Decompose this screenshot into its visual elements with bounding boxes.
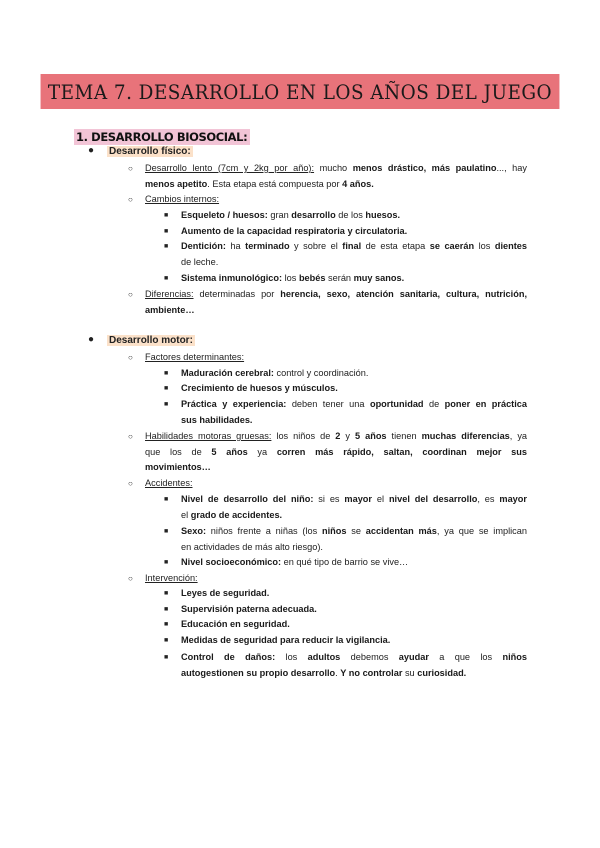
list-item-control bbox=[164, 650, 527, 681]
circle-bullet-icon: ○ bbox=[128, 195, 133, 204]
text: . bbox=[335, 667, 341, 678]
square-bullet-icon: ■ bbox=[164, 621, 169, 628]
text: determinadas por bbox=[193, 289, 281, 299]
gruesas-label: Habilidades motoras gruesas: bbox=[145, 431, 272, 441]
nivel-line2 bbox=[181, 508, 527, 524]
text-bold: Nivel de desarrollo del niño: bbox=[181, 494, 314, 504]
text-bold: oportunidad bbox=[369, 399, 424, 409]
list-item-practica bbox=[164, 397, 528, 428]
list-item-fisico bbox=[88, 145, 193, 157]
list-item-leyes bbox=[164, 586, 527, 602]
page-title: TEMA 7. DESARROLLO EN LOS AÑOS DEL JUEGO bbox=[41, 74, 560, 109]
square-bullet-icon: ■ bbox=[164, 528, 169, 535]
text: se bbox=[346, 526, 366, 536]
text-bold: Maduración cerebral: bbox=[181, 368, 274, 378]
list-item-medidas bbox=[164, 633, 527, 649]
text-bold: Práctica y experiencia: bbox=[181, 399, 287, 409]
denticion-line2 bbox=[181, 255, 527, 271]
text-bold: mayor bbox=[499, 494, 527, 504]
list-item-diferencias bbox=[128, 287, 527, 318]
text-bold: Crecimiento de huesos y músculos. bbox=[181, 383, 338, 393]
text-bold: final bbox=[342, 241, 362, 251]
text: el bbox=[372, 494, 389, 504]
bullet-icon: ● bbox=[88, 334, 95, 345]
list-item-socio bbox=[164, 555, 527, 571]
text-bold: ayudar bbox=[398, 652, 429, 662]
text-bold: Medidas de seguridad para reducir la vigilancia. bbox=[181, 635, 391, 645]
text-bold: Sistema inmunológico: bbox=[181, 273, 283, 283]
square-bullet-icon: ■ bbox=[164, 212, 169, 219]
text: los bbox=[474, 241, 495, 251]
list-item-denticion bbox=[164, 239, 527, 270]
text: , ya bbox=[509, 431, 528, 441]
circle-bullet-icon: ○ bbox=[128, 290, 133, 299]
diferencias-line1 bbox=[145, 287, 527, 303]
text: y sobre el bbox=[289, 241, 343, 251]
text: ha bbox=[225, 241, 246, 251]
text-bold: 5 años bbox=[211, 446, 248, 457]
list-item-lento bbox=[128, 161, 527, 192]
list-item-maduracion bbox=[164, 366, 527, 382]
factores-label: Factores determinantes: bbox=[145, 352, 245, 362]
text-bold: sus habilidades. bbox=[181, 414, 253, 425]
circle-bullet-icon: ○ bbox=[128, 164, 133, 173]
lento-line2 bbox=[145, 177, 527, 193]
text: de bbox=[423, 399, 445, 409]
text: niños frente a niñas (los bbox=[206, 526, 322, 536]
text-bold: 5 años bbox=[355, 431, 387, 441]
square-bullet-icon: ■ bbox=[164, 275, 169, 282]
text-bold: curiosidad. bbox=[417, 667, 467, 678]
list-item-accidentes bbox=[128, 476, 527, 492]
text-bold: Y no controlar bbox=[340, 667, 403, 678]
square-bullet-icon: ■ bbox=[164, 654, 169, 661]
text: deben tener una bbox=[286, 399, 370, 409]
text: de leche. bbox=[181, 256, 219, 267]
text-bold: accidentan más bbox=[365, 526, 437, 536]
text-bold: huesos. bbox=[365, 210, 401, 220]
text-bold: desarrollo bbox=[291, 210, 336, 220]
text-bold: Educación en seguridad. bbox=[181, 619, 290, 629]
square-bullet-icon: ■ bbox=[164, 590, 169, 597]
circle-bullet-icon: ○ bbox=[128, 353, 133, 362]
control-line1 bbox=[181, 650, 527, 666]
text-bold: se caerán bbox=[429, 241, 475, 251]
text: y bbox=[340, 431, 355, 441]
list-item-supervision bbox=[164, 602, 527, 618]
square-bullet-icon: ■ bbox=[164, 243, 169, 250]
text: los bbox=[275, 652, 308, 662]
text: serán bbox=[325, 273, 354, 283]
text: ..., hay bbox=[496, 163, 527, 173]
text-bold: bebés bbox=[298, 273, 326, 283]
control-line2 bbox=[181, 666, 527, 682]
square-bullet-icon: ■ bbox=[164, 606, 169, 613]
diferencias-line2 bbox=[145, 303, 527, 319]
text: de esta etapa bbox=[361, 241, 430, 251]
text-bold: mayor bbox=[344, 494, 372, 504]
list-item-inmuno bbox=[164, 271, 527, 287]
text: que los de bbox=[145, 446, 212, 457]
text-bold: Esqueleto / huesos: bbox=[181, 210, 268, 220]
list-item-gruesas bbox=[128, 429, 528, 476]
list-item-crecimiento bbox=[164, 381, 527, 397]
text: de los bbox=[335, 210, 366, 220]
accidentes-label: Accidentes: bbox=[145, 478, 193, 488]
circle-bullet-icon: ○ bbox=[128, 432, 133, 441]
square-bullet-icon: ■ bbox=[164, 370, 169, 377]
square-bullet-icon: ■ bbox=[164, 385, 169, 392]
text-bold: muchas diferencias bbox=[421, 431, 510, 441]
text-bold: Dentición: bbox=[181, 241, 226, 251]
text-bold: herencia, sexo, atención sanitaria, cultura, nutrición, bbox=[280, 289, 527, 299]
practica-line2 bbox=[181, 413, 527, 429]
gruesas-line2 bbox=[145, 445, 527, 461]
square-bullet-icon: ■ bbox=[164, 401, 169, 408]
text-bold: 4 años. bbox=[342, 178, 374, 189]
square-bullet-icon: ■ bbox=[164, 637, 169, 644]
text-bold: Aumento de la capacidad respiratoria y circulatoria. bbox=[181, 226, 408, 236]
text: en actividades de más alto riesgo). bbox=[181, 541, 323, 552]
text-bold: Supervisión paterna adecuada. bbox=[181, 604, 317, 614]
list-item-capacidad bbox=[164, 224, 527, 240]
text: debemos bbox=[340, 652, 399, 662]
text-bold: niños bbox=[502, 652, 527, 662]
text-bold: poner en práctica bbox=[444, 399, 528, 409]
circle-bullet-icon: ○ bbox=[128, 479, 133, 488]
text-bold: dientes bbox=[494, 241, 527, 251]
text: tienen bbox=[386, 431, 422, 441]
denticion-line1 bbox=[181, 239, 527, 255]
text-bold: 2 bbox=[335, 431, 341, 441]
square-bullet-icon: ■ bbox=[164, 559, 169, 566]
text-bold: ambiente… bbox=[145, 304, 195, 315]
list-item-sexo bbox=[164, 524, 527, 555]
text: control y coordinación. bbox=[273, 368, 369, 378]
text-bold: Nivel socioeconómico: bbox=[181, 557, 282, 567]
list-item-cambios bbox=[128, 192, 527, 208]
lento-underline: Desarrollo lento (7cm y 2kg por año): bbox=[145, 163, 315, 173]
practica-line1 bbox=[181, 397, 527, 413]
list-item-esqueleto bbox=[164, 208, 527, 224]
bullet-icon: ● bbox=[88, 145, 95, 156]
text-bold: corren más rápido, saltan, coordinan mejor sus bbox=[276, 446, 528, 457]
text-bold: nivel del desarrollo bbox=[388, 494, 478, 504]
text-bold: autogestionen su propio desarrollo bbox=[181, 667, 336, 678]
text-bold: grado de accidentes. bbox=[190, 509, 283, 520]
text-bold: niños bbox=[322, 526, 347, 536]
text-bold: terminado bbox=[245, 241, 290, 251]
text-bold: muy sanos. bbox=[353, 273, 405, 283]
text: . Esta etapa está compuesta por bbox=[207, 178, 343, 189]
list-item-motor bbox=[88, 334, 195, 346]
intervencion-label: Intervención: bbox=[145, 573, 198, 583]
sexo-line1 bbox=[181, 524, 527, 540]
nivel-line1 bbox=[181, 492, 527, 508]
text: gran bbox=[267, 210, 292, 220]
text-bold: Sexo: bbox=[181, 526, 207, 536]
diferencias-label: Diferencias: bbox=[145, 289, 194, 299]
fisico-label: Desarrollo físico: bbox=[109, 146, 191, 157]
text-bold: adultos bbox=[307, 652, 341, 662]
text: los niños de bbox=[271, 431, 336, 441]
square-bullet-icon: ■ bbox=[164, 496, 169, 503]
list-item-educacion bbox=[164, 617, 527, 633]
gruesas-line1 bbox=[145, 429, 527, 445]
text-bold: movimientos… bbox=[145, 462, 211, 472]
text-bold: Control de daños: bbox=[181, 652, 276, 662]
circle-bullet-icon: ○ bbox=[128, 574, 133, 583]
square-bullet-icon: ■ bbox=[164, 228, 169, 235]
text: a que los bbox=[428, 652, 503, 662]
text: el bbox=[181, 509, 191, 520]
title-wrap bbox=[0, 74, 600, 109]
text: en qué tipo de barrio se vive… bbox=[281, 557, 409, 567]
section-heading: 1. DESARROLLO BIOSOCIAL: bbox=[74, 129, 250, 145]
motor-label: Desarrollo motor: bbox=[109, 335, 193, 346]
text-bold: menos apetito bbox=[145, 178, 208, 189]
gruesas-line3 bbox=[145, 460, 527, 476]
text-bold: Leyes de seguridad. bbox=[181, 588, 270, 598]
sexo-line2 bbox=[181, 540, 527, 556]
text: , ya que se implican bbox=[436, 526, 527, 536]
list-item-nivel bbox=[164, 492, 527, 523]
text: si es bbox=[313, 494, 345, 504]
text-bold: menos drástico, más paulatino bbox=[352, 163, 497, 173]
list-item-factores bbox=[128, 350, 527, 366]
list-item-intervencion bbox=[128, 571, 527, 587]
text: su bbox=[402, 667, 418, 678]
text: ya bbox=[247, 446, 277, 457]
text: , es bbox=[477, 494, 500, 504]
text: mucho bbox=[314, 163, 353, 173]
cambios-label: Cambios internos: bbox=[145, 194, 220, 204]
text: los bbox=[282, 273, 299, 283]
lento-line1 bbox=[145, 161, 527, 177]
